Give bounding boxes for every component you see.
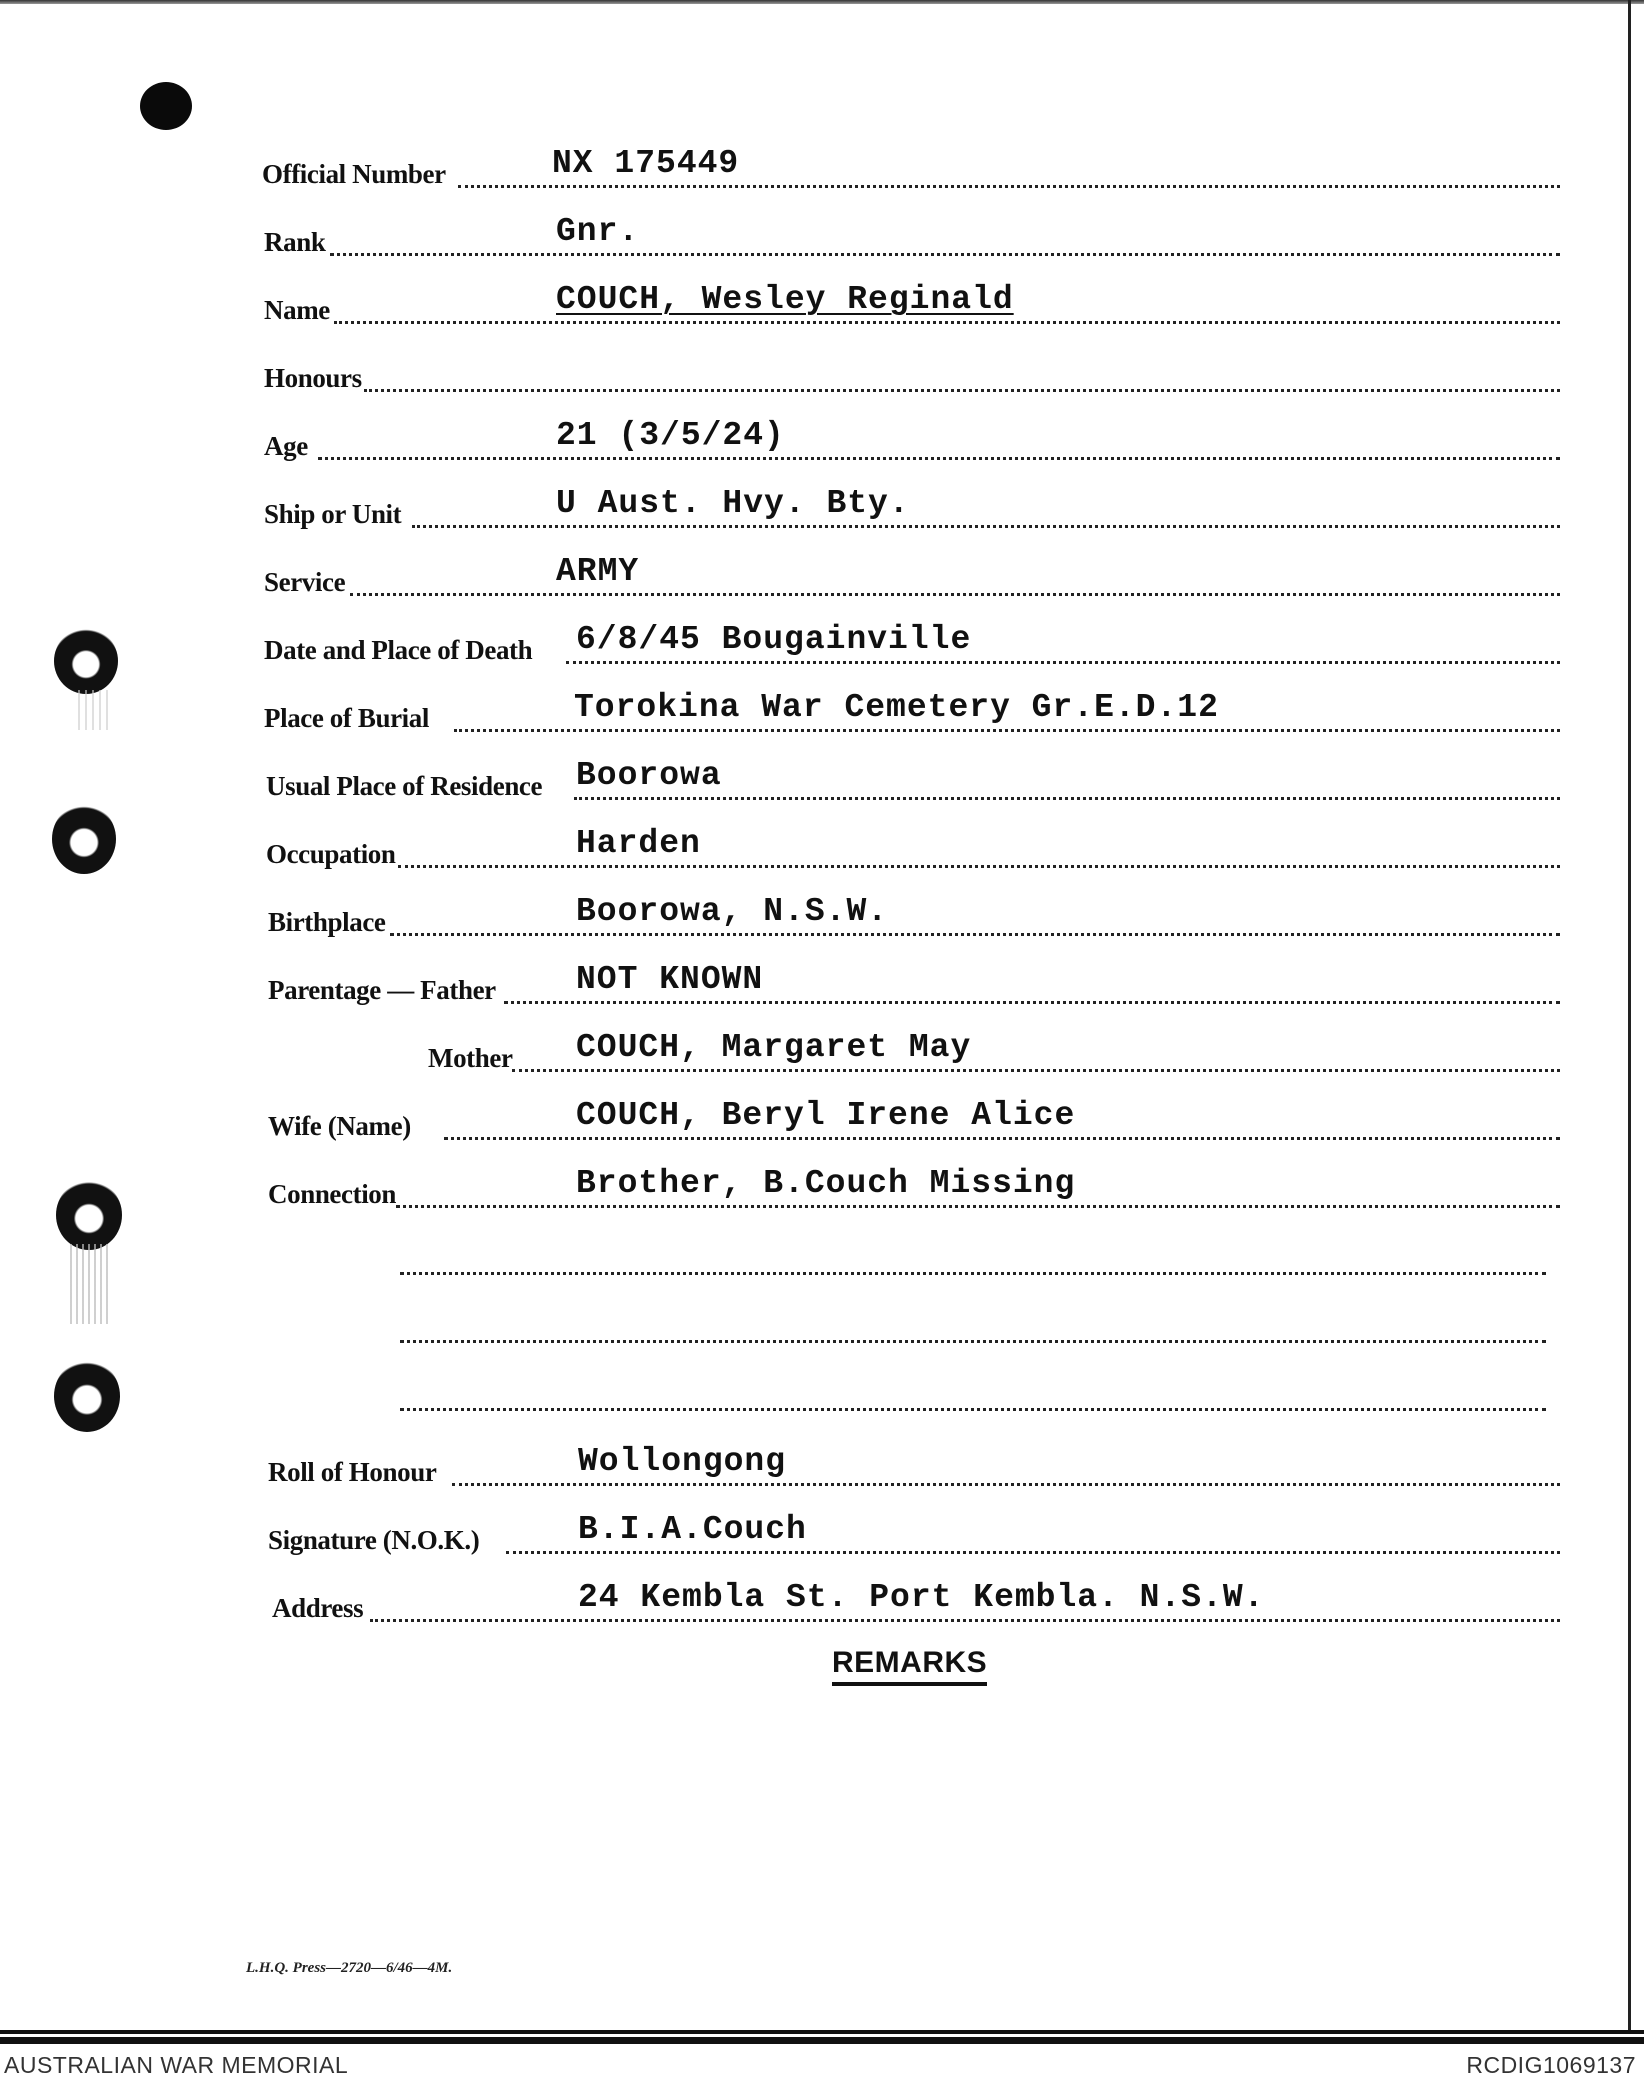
field-value: NOT KNOWN xyxy=(576,961,764,998)
field-occupation xyxy=(0,825,1560,874)
field-value: COUCH, Wesley Reginald xyxy=(556,281,1014,318)
top-edge xyxy=(0,0,1644,4)
field-parentage-father xyxy=(0,961,1560,1010)
field-label: Usual Place of Residence xyxy=(266,771,543,801)
dotted-line xyxy=(454,729,1560,732)
dotted-line xyxy=(566,661,1560,664)
field-roll-of-honour xyxy=(0,1443,1560,1492)
field-usual-residence xyxy=(0,757,1560,806)
punch-hole-4 xyxy=(54,1360,120,1432)
field-label: Official Number xyxy=(262,159,446,189)
institution-credit: AUSTRALIAN WAR MEMORIAL xyxy=(4,2052,349,2078)
field-value: COUCH, Beryl Irene Alice xyxy=(576,1097,1076,1134)
field-label: Parentage — Father xyxy=(268,975,496,1005)
right-edge xyxy=(1628,0,1631,2040)
field-honours xyxy=(0,354,1560,398)
dotted-line xyxy=(364,389,1560,392)
field-mother xyxy=(0,1029,1560,1078)
punch-smudge xyxy=(70,1244,110,1324)
field-label: Honours xyxy=(264,363,362,393)
dotted-line xyxy=(334,321,1560,324)
field-address xyxy=(0,1579,1560,1628)
field-value: Brother, B.Couch Missing xyxy=(576,1165,1076,1202)
field-birthplace xyxy=(0,893,1560,942)
dotted-line xyxy=(444,1137,1560,1140)
blank-dotted-line xyxy=(400,1340,1546,1343)
field-wife-name xyxy=(0,1097,1560,1146)
field-label: Mother xyxy=(428,1043,513,1073)
field-label: Birthplace xyxy=(268,907,386,937)
field-label: Service xyxy=(264,567,346,597)
dotted-line xyxy=(396,1205,1560,1208)
field-label: Name xyxy=(264,295,330,325)
field-service xyxy=(0,553,1560,602)
field-age xyxy=(0,417,1560,466)
field-connection xyxy=(0,1165,1560,1214)
field-value: B.I.A.Couch xyxy=(578,1511,807,1548)
field-value: Boorowa xyxy=(576,757,722,794)
field-signature-nok xyxy=(0,1511,1560,1560)
blank-dotted-line xyxy=(400,1408,1546,1411)
field-label: Signature (N.O.K.) xyxy=(268,1525,480,1555)
dotted-line xyxy=(504,1001,1560,1004)
field-label: Age xyxy=(264,431,308,461)
dotted-line xyxy=(506,1551,1560,1554)
field-label: Address xyxy=(272,1593,364,1623)
field-value: 6/8/45 Bougainville xyxy=(576,621,972,658)
field-label: Ship or Unit xyxy=(264,499,402,529)
field-date-place-of-death xyxy=(0,621,1560,670)
field-value: Gnr. xyxy=(556,213,640,250)
press-note: L.H.Q. Press—2720—6/46—4M. xyxy=(246,1960,453,1976)
field-place-of-burial xyxy=(0,689,1560,738)
dotted-line xyxy=(458,185,1560,188)
field-ship-or-unit xyxy=(0,485,1560,534)
bottom-edge-gap xyxy=(0,2034,1644,2037)
field-rank xyxy=(0,213,1560,262)
field-official-number xyxy=(0,145,1560,194)
field-value: COUCH, Margaret May xyxy=(576,1029,972,1066)
field-label: Occupation xyxy=(266,839,396,869)
dotted-line xyxy=(412,525,1560,528)
dotted-line xyxy=(398,865,1560,868)
field-value: NX 175449 xyxy=(552,145,740,182)
field-label: Place of Burial xyxy=(264,703,429,733)
dotted-line xyxy=(330,253,1560,256)
dotted-line xyxy=(574,797,1560,800)
field-value: Boorowa, N.S.W. xyxy=(576,893,889,930)
field-name xyxy=(0,281,1560,330)
field-value: Wollongong xyxy=(578,1443,787,1480)
field-label: Date and Place of Death xyxy=(264,635,533,665)
dotted-line xyxy=(318,457,1560,460)
field-label: Rank xyxy=(264,227,326,257)
dotted-line xyxy=(452,1483,1560,1486)
punch-hole-top xyxy=(140,82,192,130)
bottom-edge xyxy=(0,2030,1644,2044)
field-value: 24 Kembla St. Port Kembla. N.S.W. xyxy=(578,1579,1265,1616)
field-label: Roll of Honour xyxy=(268,1457,437,1487)
field-value: ARMY xyxy=(556,553,640,590)
field-value: Torokina War Cemetery Gr.E.D.12 xyxy=(574,689,1219,726)
catalogue-id: RCDIG1069137 xyxy=(1466,2052,1636,2078)
remarks-heading: REMARKS xyxy=(832,1646,987,1686)
field-label: Connection xyxy=(268,1179,397,1209)
field-value: Harden xyxy=(576,825,701,862)
field-label: Wife (Name) xyxy=(268,1111,411,1141)
dotted-line xyxy=(370,1619,1560,1622)
dotted-line xyxy=(350,593,1560,596)
field-value: U Aust. Hvy. Bty. xyxy=(556,485,910,522)
dotted-line xyxy=(390,933,1560,936)
field-value: 21 (3/5/24) xyxy=(556,417,785,454)
dotted-line xyxy=(512,1069,1560,1072)
blank-dotted-line xyxy=(400,1272,1546,1275)
